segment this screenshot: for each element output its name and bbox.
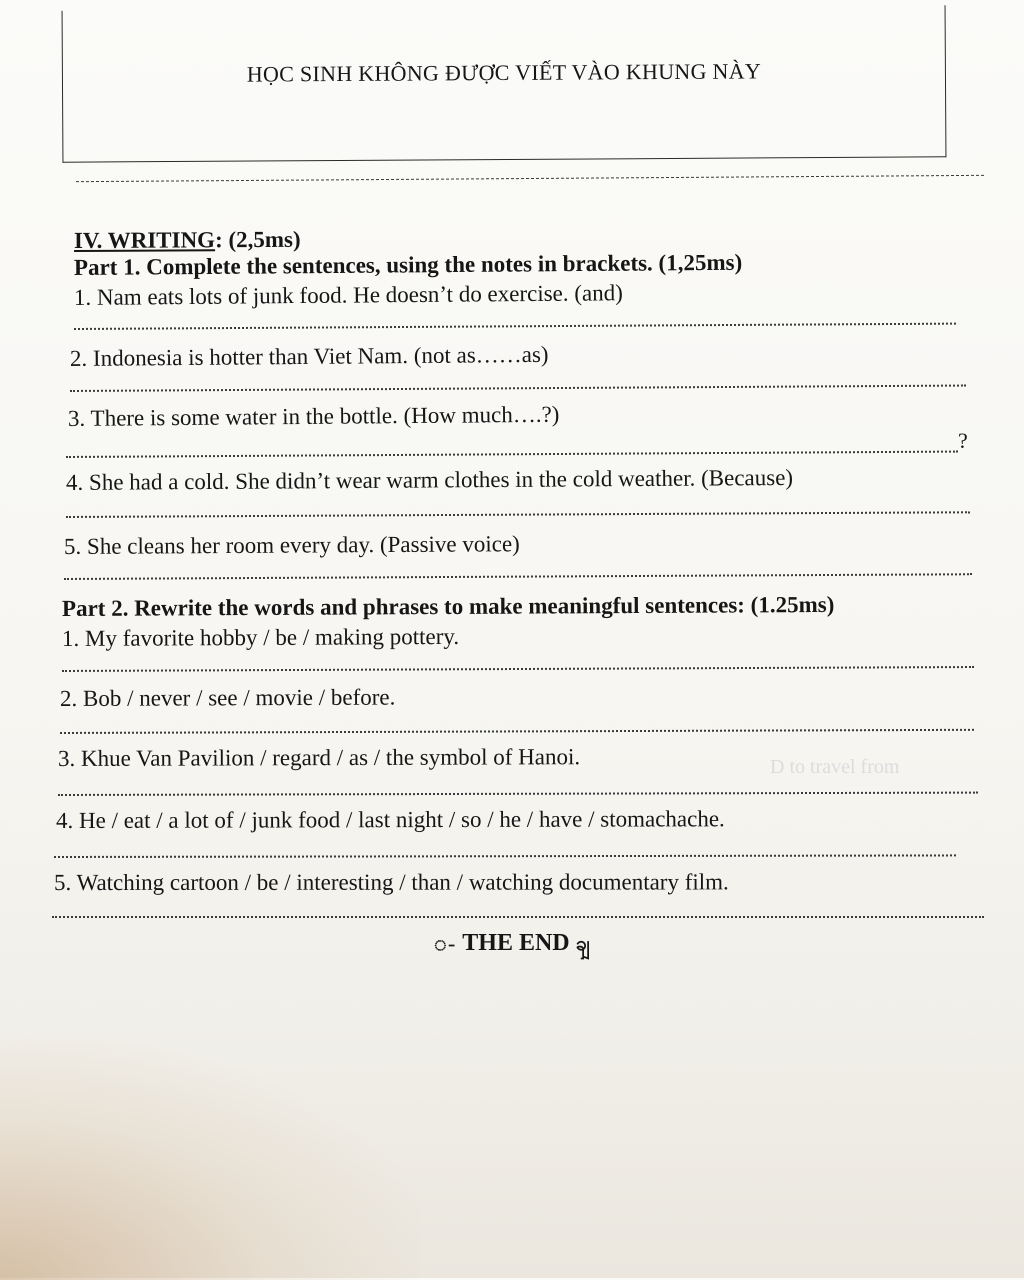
faint-bleed-through-text: D to travel from [770,756,900,778]
part2-question-3: 3. Khue Van Pavilion / regard / as / the symbol of Hanoi. [57,744,581,771]
part2-answer-line-1[interactable] [62,666,974,672]
part1-question-2: 2. Indonesia is hotter than Viet Nam. (not as……as) [69,341,549,371]
part2-question-1: 1. My favorite hobby / be / making pottery. [61,623,460,651]
no-writing-notice: HỌC SINH KHÔNG ĐƯỢC VIẾT VÀO KHUNG NÀY [246,58,762,87]
part2-answer-line-4[interactable] [54,854,956,858]
part1-answer-line-1[interactable] [74,323,956,330]
part2-title: Part 2. Rewrite the words and phrases to make meaningful sentences: (1.25ms) [61,591,835,621]
part1-question-5: 5. She cleans her room every day. (Passive voice) [63,531,520,559]
the-end-footer [0,930,1024,960]
section-heading [74,227,301,254]
part1-question-1: 1. Nam eats lots of junk food. He doesn’t do exercise. (and) [73,280,623,310]
right-ornament-icon: ꩾ [575,933,590,955]
section-heading-label: IV. WRITING [73,227,216,253]
part2-answer-line-2[interactable] [60,729,974,734]
part2-question-4: 4. He / eat / a lot of / junk food / last night / so / he / have / stomachache. [55,806,725,833]
left-ornament-icon: ꩽ [434,933,457,955]
part2-question-5: 5. Watching cartoon / be / interesting / than / watching documentary film. [53,869,729,895]
part2-question-2: 2. Bob / never / see / movie / before. [59,684,396,711]
part1-answer-line-4[interactable] [66,511,970,518]
part1-title: Part 1. Complete the sentences, using the notes in brackets. (1,25ms) [73,249,743,280]
part2-answer-line-5[interactable] [52,916,984,918]
section-points: : (2,5ms) [214,226,301,253]
part2-answer-line-3[interactable] [58,792,978,796]
part1-answer-line-5[interactable] [64,573,972,580]
part1-answer-line-3[interactable] [66,451,958,458]
the-end-text: THE END [462,930,570,956]
part1-question-3: 3. There is some water in the bottle. (How much….?) [67,401,560,431]
part1-answer-3-question-mark: ? [958,428,968,453]
part1-question-4: 4. She had a cold. She didn’t wear warm clothes in the cold weather. (Because) [65,464,794,495]
part1-answer-line-2[interactable] [70,385,966,392]
